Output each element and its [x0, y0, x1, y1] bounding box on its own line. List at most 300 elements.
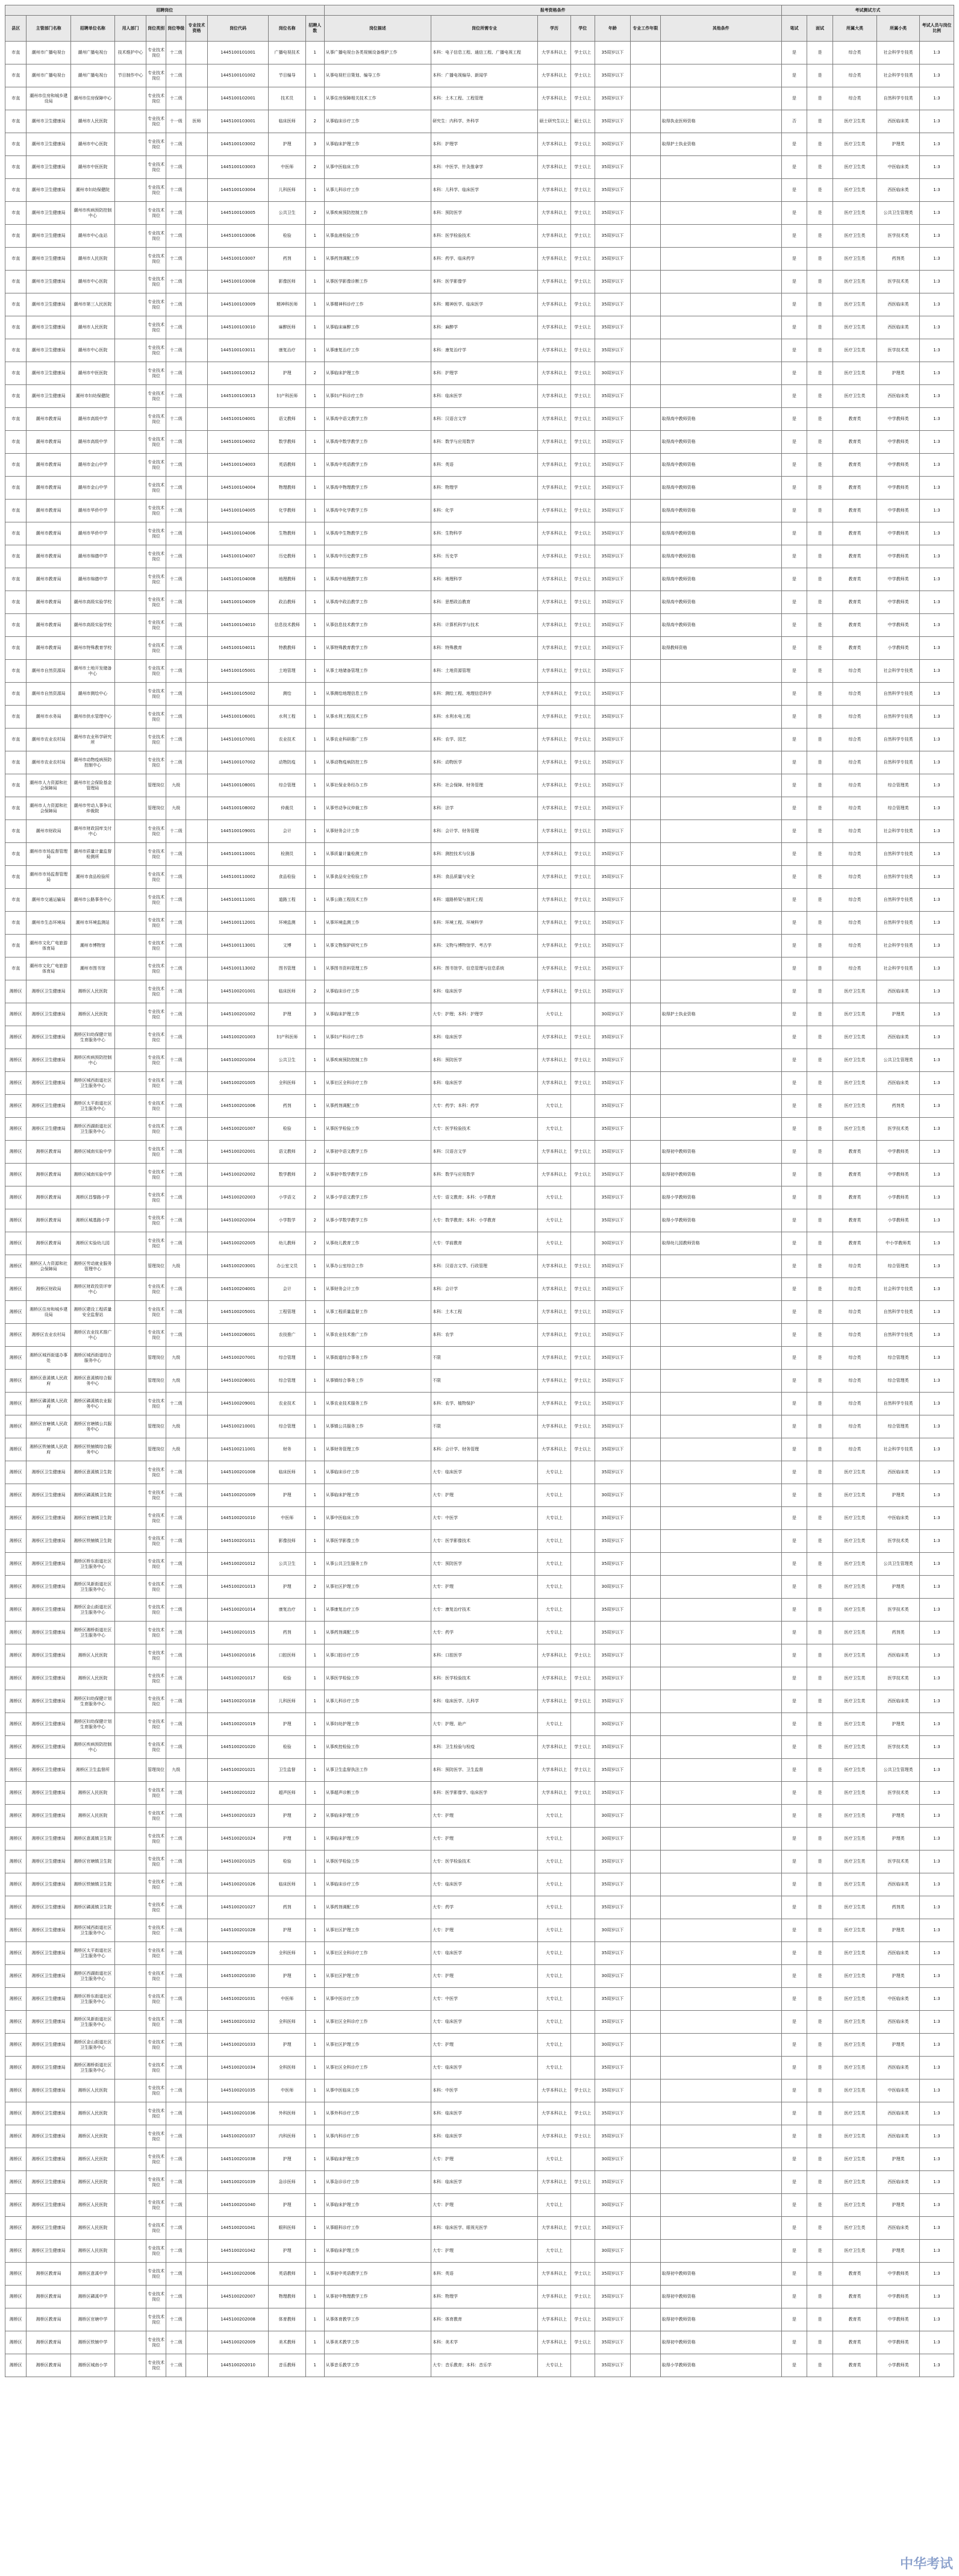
table-cell: 1 [305, 339, 324, 362]
table-cell [660, 339, 781, 362]
table-cell: 大专：护理 [431, 2034, 537, 2057]
table-cell: 是 [807, 1553, 833, 1576]
table-cell: 2 [305, 1232, 324, 1255]
table-cell: 潮州市教育局 [27, 637, 70, 660]
table-cell: 护理类 [877, 1919, 920, 1942]
table-cell: 1 [305, 64, 324, 87]
table-cell: 从事疾控检验工作 [324, 1736, 431, 1759]
table-cell: 市直 [5, 179, 27, 202]
table-cell [631, 1644, 661, 1667]
table-cell [115, 1141, 146, 1164]
table-row [5, 2079, 954, 2102]
table-cell: 自然科学专技类 [877, 1301, 920, 1324]
table-cell: 取得高中教师资格 [660, 477, 781, 500]
table-cell: 本科：临床医学 [431, 2171, 537, 2194]
table-cell: 湘桥区 [5, 1209, 27, 1232]
table-cell: 是 [781, 408, 807, 431]
table-cell: 大专：护理 [431, 2240, 537, 2263]
table-cell: 1:3 [920, 271, 954, 293]
table-cell: 从事特殊教育教学工作 [324, 637, 431, 660]
table-cell: 30周岁以下 [595, 362, 630, 385]
table-cell: 1:3 [920, 2331, 954, 2354]
table-cell: 35周岁以下 [595, 660, 630, 683]
table-cell: 湘桥区 [5, 980, 27, 1003]
table-cell: 十二级 [166, 42, 186, 64]
table-cell: 湘桥区金山街道社区卫生服务中心 [70, 2034, 114, 2057]
table-cell: 35周岁以下 [595, 1622, 630, 1644]
table-cell: 湘桥区 [5, 1370, 27, 1393]
table-cell: 35周岁以下 [595, 248, 630, 271]
table-cell: 学士以上 [570, 362, 595, 385]
table-cell: 市直 [5, 202, 27, 225]
table-cell [115, 1690, 146, 1713]
table-cell: 1 [305, 2240, 324, 2263]
table-cell [115, 1461, 146, 1484]
table-cell: 中学教师类 [877, 454, 920, 477]
table-cell: 取得高中教师资格 [660, 545, 781, 568]
table-row [5, 1736, 954, 1759]
table-cell: 潮州市中医医院 [70, 156, 114, 179]
table-cell: 湘桥区卫生健康局 [27, 1965, 70, 1988]
table-cell: 从事药剂调配工作 [324, 1095, 431, 1118]
table-cell: 综合类 [832, 42, 876, 64]
table-cell: 护理类 [877, 1003, 920, 1026]
table-row [5, 522, 954, 545]
table-cell: 湘桥区铁铺镇综合服务中心 [70, 1438, 114, 1461]
table-cell: 湘桥区 [5, 1622, 27, 1644]
table-cell: 专业技术岗位 [146, 248, 166, 271]
table-cell: 临床医师 [269, 1873, 305, 1896]
table-cell [115, 1599, 146, 1622]
table-cell: 潮州市农业农村局 [27, 729, 70, 751]
table-cell: 专业技术岗位 [146, 293, 166, 316]
table-cell: 本科：预防医学 [431, 202, 537, 225]
table-cell [186, 1690, 207, 1713]
table-cell: 1 [305, 522, 324, 545]
table-cell: 专业技术岗位 [146, 385, 166, 408]
table-cell [570, 1484, 595, 1507]
table-cell: 市直 [5, 431, 27, 454]
table-cell: 1:3 [920, 1644, 954, 1667]
table-cell: 医疗卫生类 [832, 1622, 876, 1644]
table-cell: 1445100201024 [207, 1828, 269, 1851]
table-cell: 30周岁以下 [595, 1713, 630, 1736]
table-row [5, 408, 954, 431]
table-cell: 学士以上 [570, 1759, 595, 1782]
table-cell: 中学教师类 [877, 545, 920, 568]
column-header: 专业工作年限 [631, 16, 661, 42]
table-cell: 从事高中化学教学工作 [324, 500, 431, 522]
table-cell: 检验 [269, 225, 305, 248]
table-row [5, 1553, 954, 1576]
table-cell [115, 110, 146, 133]
table-cell: 潮州市劳动人事争议仲裁院 [70, 797, 114, 820]
table-cell: 1 [305, 637, 324, 660]
table-cell [186, 1484, 207, 1507]
table-cell: 1:3 [920, 751, 954, 774]
table-cell: 35周岁以下 [595, 637, 630, 660]
table-cell: 从事社区护理工作 [324, 2034, 431, 2057]
table-cell: 市直 [5, 500, 27, 522]
table-cell: 大专：护理 [431, 1484, 537, 1507]
table-cell: 十二级 [166, 1186, 186, 1209]
table-cell: 湘桥区 [5, 2286, 27, 2308]
table-cell: 卫生监督 [269, 1759, 305, 1782]
table-cell: 十二级 [166, 591, 186, 614]
table-cell: 1:3 [920, 1095, 954, 1118]
table-row [5, 1690, 954, 1713]
table-cell [115, 2240, 146, 2263]
table-cell: 从事初中语文教学工作 [324, 1141, 431, 1164]
table-cell: 是 [807, 1301, 833, 1324]
table-cell: 1 [305, 706, 324, 729]
table-cell [115, 339, 146, 362]
table-cell [570, 2034, 595, 2057]
table-cell: 是 [807, 1026, 833, 1049]
table-cell [186, 1576, 207, 1599]
table-cell: 潮州市绵德中学 [70, 568, 114, 591]
table-cell: 十二级 [166, 1278, 186, 1301]
table-cell: 湘桥区妇幼保健计划生育服务中心 [70, 1026, 114, 1049]
table-cell [186, 2079, 207, 2102]
table-cell: 是 [807, 1828, 833, 1851]
table-cell: 1445100201005 [207, 1072, 269, 1095]
table-cell: 公共卫生 [269, 1049, 305, 1072]
table-cell [631, 385, 661, 408]
table-cell [115, 385, 146, 408]
table-cell: 十二级 [166, 2240, 186, 2263]
table-cell: 大学本科以上 [538, 637, 570, 660]
table-cell: 从事临床诊疗工作 [324, 1873, 431, 1896]
table-cell: 医疗卫生类 [832, 1026, 876, 1049]
table-cell: 医疗卫生类 [832, 2148, 876, 2171]
table-cell: 是 [807, 2308, 833, 2331]
table-row [5, 1095, 954, 1118]
table-cell: 西医临床类 [877, 179, 920, 202]
table-cell [186, 1599, 207, 1622]
table-cell: 35周岁以下 [595, 1644, 630, 1667]
table-cell [115, 2034, 146, 2057]
table-cell: 35周岁以下 [595, 2171, 630, 2194]
table-row [5, 912, 954, 935]
table-cell: 是 [781, 706, 807, 729]
table-cell: 护理类 [877, 2194, 920, 2217]
table-cell: 专业技术岗位 [146, 1896, 166, 1919]
table-cell: 小学教师类 [877, 637, 920, 660]
table-cell [631, 1347, 661, 1370]
table-cell: 1 [305, 1919, 324, 1942]
table-cell: 十二级 [166, 454, 186, 477]
table-cell: 是 [807, 2331, 833, 2354]
table-cell [631, 1851, 661, 1873]
table-cell: 潮州市教育局 [27, 614, 70, 637]
table-cell: 是 [781, 339, 807, 362]
table-cell [115, 957, 146, 980]
table-cell: 管理岗位 [146, 1255, 166, 1278]
table-cell: 综合类 [832, 683, 876, 706]
table-cell: 湘桥区 [5, 2011, 27, 2034]
table-cell: 湘桥区卫生健康局 [27, 2011, 70, 2034]
table-cell: 护理类 [877, 2034, 920, 2057]
table-cell: 湘桥区 [5, 2171, 27, 2194]
table-cell: 市直 [5, 843, 27, 866]
table-cell: 潮州市住房保障中心 [70, 87, 114, 110]
table-row [5, 1370, 954, 1393]
table-cell: 大学本科以上 [538, 545, 570, 568]
column-header: 招聘单位名称 [70, 16, 114, 42]
table-cell: 是 [781, 729, 807, 751]
table-cell: 专业技术岗位 [146, 591, 166, 614]
table-cell [115, 362, 146, 385]
column-header: 岗位等级 [166, 16, 186, 42]
table-cell: 潮州市卫生健康局 [27, 316, 70, 339]
table-cell: 从事社区护理工作 [324, 1576, 431, 1599]
table-cell: 学士以上 [570, 522, 595, 545]
table-cell: 取得护士执业资格 [660, 133, 781, 156]
table-cell: 1:3 [920, 1072, 954, 1095]
table-cell [115, 866, 146, 889]
table-cell [660, 1965, 781, 1988]
table-cell: 从事社区全科诊疗工作 [324, 2057, 431, 2079]
table-cell: 十二级 [166, 1622, 186, 1644]
table-cell: 湘桥区卫生健康局 [27, 1095, 70, 1118]
table-cell: 从事高中地理教学工作 [324, 568, 431, 591]
table-cell: 教育类 [832, 1186, 876, 1209]
table-cell: 从事图书资料管理工作 [324, 957, 431, 980]
table-cell: 湘桥区农业技术推广中心 [70, 1324, 114, 1347]
table-cell: 市直 [5, 729, 27, 751]
table-cell: 学士以上 [570, 1072, 595, 1095]
table-cell: 专业技术岗位 [146, 64, 166, 87]
table-cell: 综合类 [832, 935, 876, 957]
table-cell: 学士以上 [570, 889, 595, 912]
table-cell: 湘桥区卫生健康局 [27, 1003, 70, 1026]
table-cell: 大专：护理 [431, 1919, 537, 1942]
table-cell [115, 1232, 146, 1255]
table-cell: 十二级 [166, 522, 186, 545]
table-cell: 本科：食品质量与安全 [431, 866, 537, 889]
table-row [5, 1782, 954, 1805]
table-cell: 35周岁以下 [595, 1026, 630, 1049]
table-cell: 潮州市教育局 [27, 545, 70, 568]
table-cell [631, 1461, 661, 1484]
table-cell: 本科：临床医学 [431, 2125, 537, 2148]
table-cell [570, 1118, 595, 1141]
table-row [5, 2194, 954, 2217]
table-cell: 专业技术岗位 [146, 133, 166, 156]
table-cell: 大专以上 [538, 2148, 570, 2171]
table-cell: 从事口腔诊疗工作 [324, 1644, 431, 1667]
table-cell: 1445100103008 [207, 271, 269, 293]
table-cell: 十二级 [166, 87, 186, 110]
table-cell: 自然科学专技类 [877, 729, 920, 751]
table-cell [115, 522, 146, 545]
table-cell: 35周岁以下 [595, 866, 630, 889]
table-cell: 1445100203001 [207, 1255, 269, 1278]
table-cell: 1445100202001 [207, 1141, 269, 1164]
table-cell: 1:3 [920, 1576, 954, 1599]
table-cell: 中学教师类 [877, 2308, 920, 2331]
table-cell: 潮州市华侨中学 [70, 522, 114, 545]
table-cell: 潮州市金山中学 [70, 454, 114, 477]
table-cell [631, 1438, 661, 1461]
table-cell [660, 2217, 781, 2240]
table-cell: 湘桥区昌黎路小学 [70, 1186, 114, 1209]
table-cell [186, 2286, 207, 2308]
table-cell: 从事临床护理工作 [324, 133, 431, 156]
table-cell: 湘桥区 [5, 1415, 27, 1438]
table-cell [186, 1667, 207, 1690]
table-cell: 是 [807, 1873, 833, 1896]
table-cell [631, 133, 661, 156]
table-cell: 湘桥区卫生健康局 [27, 2079, 70, 2102]
table-cell: 1:3 [920, 362, 954, 385]
table-cell: 1:3 [920, 1141, 954, 1164]
table-cell: 大学本科以上 [538, 935, 570, 957]
table-cell [631, 2263, 661, 2286]
table-cell: 潮州市公路事务中心 [70, 889, 114, 912]
table-cell [631, 431, 661, 454]
table-cell: 综合类 [832, 1370, 876, 1393]
table-cell [570, 1942, 595, 1965]
table-row [5, 271, 954, 293]
table-cell [631, 935, 661, 957]
table-cell: 1445100211001 [207, 1438, 269, 1461]
table-cell: 从事镇综合事务工作 [324, 1370, 431, 1393]
table-cell [631, 179, 661, 202]
table-cell: 十二级 [166, 706, 186, 729]
table-cell: 本科：医学影像学、临床医学 [431, 1782, 537, 1805]
table-cell: 35周岁以下 [595, 1988, 630, 2011]
table-cell: 从事眼科诊疗工作 [324, 2217, 431, 2240]
table-cell: 市直 [5, 545, 27, 568]
table-cell: 是 [807, 202, 833, 225]
table-cell: 是 [807, 1988, 833, 2011]
table-cell: 本科：医学检验技术 [431, 225, 537, 248]
table-cell: 湘桥区 [5, 1805, 27, 1828]
table-cell: 1 [305, 1965, 324, 1988]
table-cell: 1:3 [920, 1919, 954, 1942]
table-cell: 十二级 [166, 362, 186, 385]
table-cell: 语文教师 [269, 408, 305, 431]
table-cell: 湘桥区 [5, 1438, 27, 1461]
table-cell: 30周岁以下 [595, 2034, 630, 2057]
table-cell: 医学技术类 [877, 1851, 920, 1873]
table-cell: 技术维护中心 [115, 42, 146, 64]
table-cell: 专业技术岗位 [146, 1576, 166, 1599]
table-cell: 医疗卫生类 [832, 980, 876, 1003]
table-cell: 是 [781, 1232, 807, 1255]
table-cell: 1:3 [920, 1988, 954, 2011]
table-cell: 西医临床类 [877, 2011, 920, 2034]
table-row [5, 1324, 954, 1347]
table-cell: 社会科学专技类 [877, 820, 920, 843]
table-cell: 护理类 [877, 1484, 920, 1507]
table-cell: 中医师 [269, 2079, 305, 2102]
table-cell: 35周岁以下 [595, 110, 630, 133]
table-cell: 35周岁以下 [595, 385, 630, 408]
table-cell [186, 316, 207, 339]
table-cell: 大学本科以上 [538, 889, 570, 912]
table-cell: 专业技术岗位 [146, 980, 166, 1003]
table-cell [631, 2354, 661, 2377]
table-row [5, 202, 954, 225]
table-cell [115, 1553, 146, 1576]
table-cell: 是 [781, 2148, 807, 2171]
table-cell: 大学本科以上 [538, 866, 570, 889]
table-cell: 湘桥区 [5, 1484, 27, 1507]
table-cell: 综合类 [832, 1438, 876, 1461]
table-cell: 湘桥区妇幼保健计划生育服务中心 [70, 1713, 114, 1736]
table-cell [631, 866, 661, 889]
table-cell [115, 980, 146, 1003]
table-cell [660, 1049, 781, 1072]
table-cell: 本科：电子信息工程、通信工程、广播电视工程 [431, 42, 537, 64]
table-cell: 湘桥区 [5, 1278, 27, 1301]
table-cell [186, 2240, 207, 2263]
table-row [5, 1186, 954, 1209]
table-cell: 湘桥区卫生健康局 [27, 1049, 70, 1072]
table-cell: 湘桥区住房和城乡建设局 [27, 1301, 70, 1324]
table-cell: 是 [781, 683, 807, 706]
table-cell: 1:3 [920, 248, 954, 271]
table-cell: 是 [807, 1118, 833, 1141]
table-cell [570, 1461, 595, 1484]
table-cell: 大专：学前教育 [431, 1232, 537, 1255]
table-cell: 专业技术岗位 [146, 2286, 166, 2308]
table-cell: 2 [305, 1186, 324, 1209]
table-cell: 专业技术岗位 [146, 1805, 166, 1828]
table-cell: 1445100113002 [207, 957, 269, 980]
table-cell: 1:3 [920, 1851, 954, 1873]
table-cell [186, 248, 207, 271]
table-cell: 地理教师 [269, 568, 305, 591]
table-cell: 本科：汉语言文学 [431, 1141, 537, 1164]
table-cell [570, 2057, 595, 2079]
table-cell: 十二级 [166, 1965, 186, 1988]
table-cell: 市直 [5, 87, 27, 110]
table-cell [115, 202, 146, 225]
table-cell: 十二级 [166, 2125, 186, 2148]
table-cell: 湘桥区意溪中学 [70, 2263, 114, 2286]
table-cell: 1 [305, 2354, 324, 2377]
table-cell: 学士以上 [570, 751, 595, 774]
table-cell: 十二级 [166, 1736, 186, 1759]
table-cell [186, 1095, 207, 1118]
table-cell: 1445100111001 [207, 889, 269, 912]
table-cell: 十二级 [166, 1141, 186, 1164]
table-cell: 大学本科以上 [538, 729, 570, 751]
table-cell: 是 [807, 1805, 833, 1828]
table-cell: 1:3 [920, 339, 954, 362]
table-cell: 湘桥区卫生健康局 [27, 1072, 70, 1095]
table-cell: 本科：数学与应用数学 [431, 1164, 537, 1186]
table-cell: 1:3 [920, 1415, 954, 1438]
table-cell: 社会科学专技类 [877, 64, 920, 87]
table-cell: 取得初中教师资格 [660, 2286, 781, 2308]
table-cell: 从事临床诊疗工作 [324, 110, 431, 133]
table-cell: 是 [807, 1851, 833, 1873]
table-cell: 1:3 [920, 64, 954, 87]
table-cell: 1 [305, 2034, 324, 2057]
table-cell: 湘桥区 [5, 2217, 27, 2240]
table-cell: 医疗卫生类 [832, 1942, 876, 1965]
table-cell: 大学本科以上 [538, 1141, 570, 1164]
table-cell [115, 1965, 146, 1988]
table-cell: 市直 [5, 614, 27, 637]
table-cell: 公共卫生 [269, 1553, 305, 1576]
table-cell [115, 820, 146, 843]
